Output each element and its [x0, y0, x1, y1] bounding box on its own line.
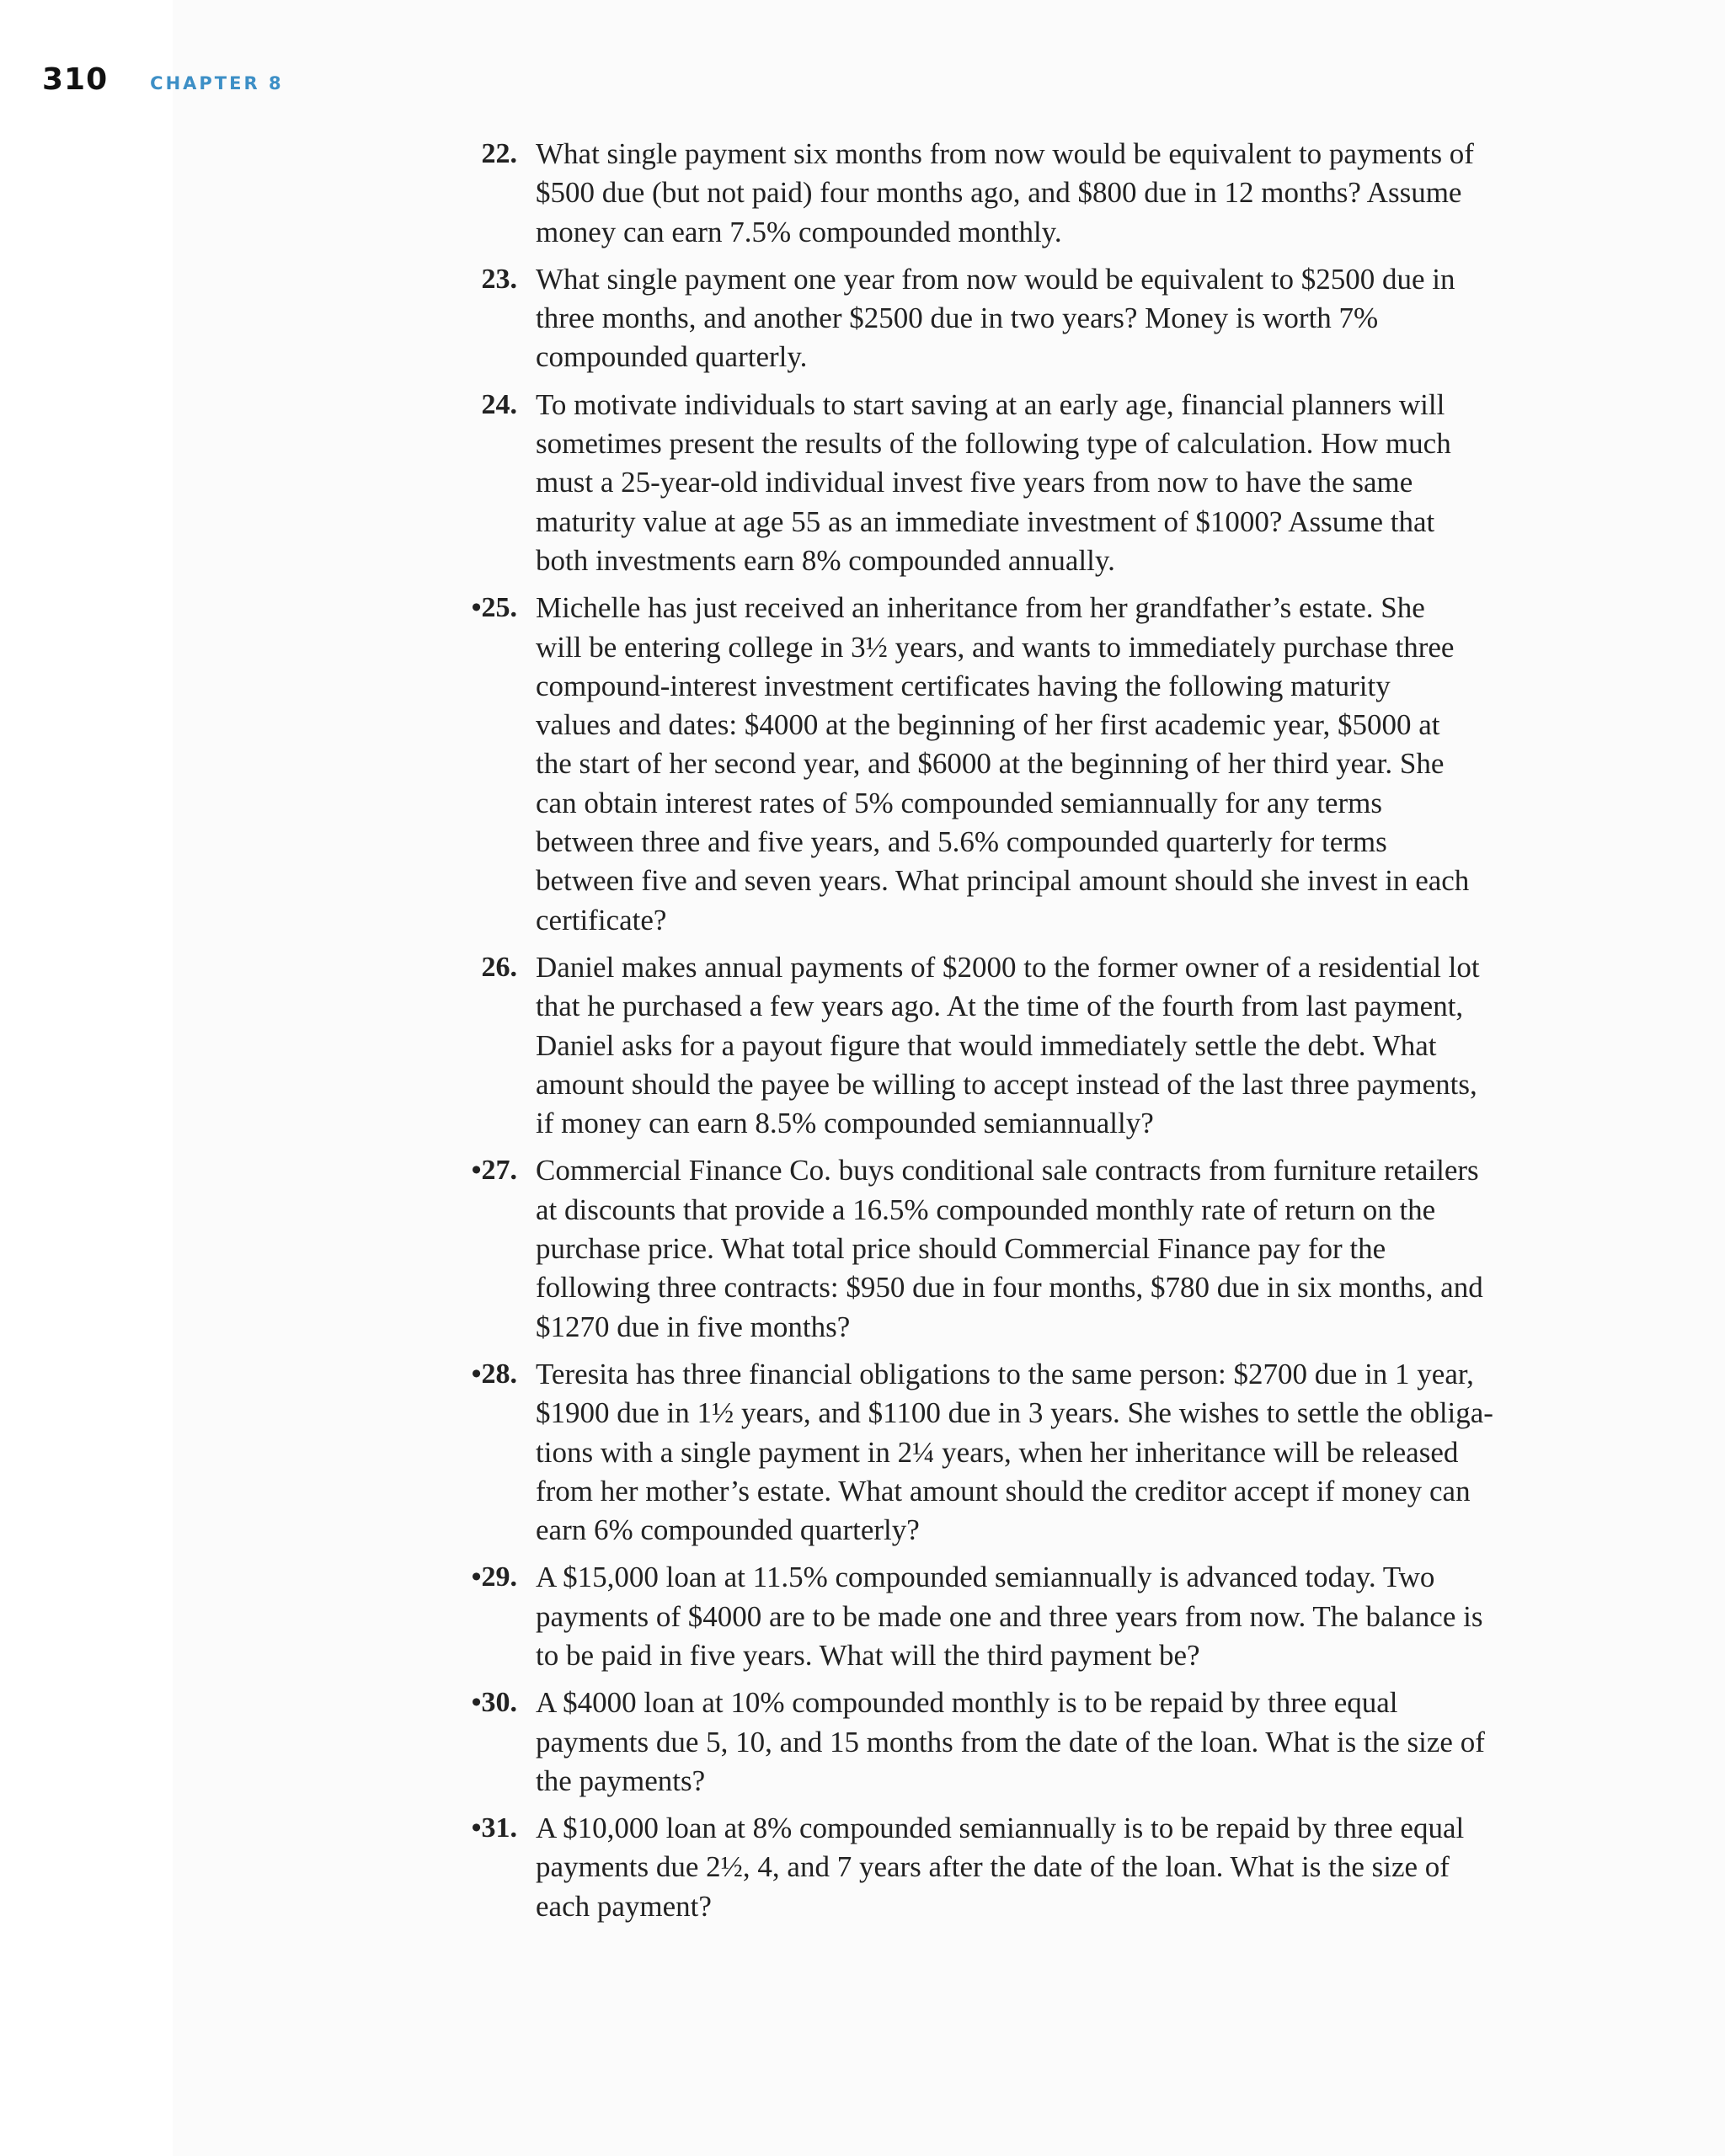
- problem-item: [455, 1809, 1550, 1926]
- problem-text-line: following three contracts: $950 due in four months, $780 due in six months, and: [536, 1271, 1483, 1305]
- problem-text-line: To motivate individuals to start saving at an early age, financial planners will: [536, 387, 1445, 421]
- problem-text: [536, 1355, 1550, 1550]
- problem-number: •30.: [471, 1687, 517, 1719]
- problem-text-line: earn 6% compounded quarterly?: [536, 1513, 920, 1547]
- problem-text-line: payments due 5, 10, and 15 months from the date of the loan. What is the size of: [536, 1725, 1485, 1758]
- problem-text-line: A $10,000 loan at 8% compounded semiannually is to be repaid by three equal: [536, 1812, 1465, 1845]
- chapter-label: CHAPTER 8: [150, 73, 284, 93]
- problem-text-line: What single payment six months from now would be equivalent to payments of: [536, 137, 1474, 170]
- problem-text-line: $1900 due in 1½ years, and $1100 due in 3 years. She wishes to settle the obliga-: [536, 1396, 1493, 1430]
- problem-text-line: three months, and another $2500 due in two years? Money is worth 7%: [536, 302, 1379, 335]
- problem-text-line: payments due 2½, 4, and 7 years after the date of the loan. What is the size of: [536, 1850, 1450, 1884]
- problem-text-line: can obtain interest rates of 5% compounded semiannually for any terms: [536, 786, 1382, 819]
- problem-text-line: What single payment one year from now would be equivalent to $2500 due in: [536, 262, 1455, 296]
- problem-item: [455, 386, 1550, 580]
- problem-text-line: maturity value at age 55 as an immediate investment of $1000? Assume that: [536, 504, 1435, 538]
- problem-text-line: Michelle has just received an inheritance from her grandfather’s estate. She: [536, 591, 1425, 625]
- problem-text-line: both investments earn 8% compounded annually.: [536, 543, 1115, 577]
- problem-text-line: A $15,000 loan at 11.5% compounded semiannually is advanced today. Two: [536, 1561, 1435, 1594]
- problem-text-line: compound-interest investment certificates having the following maturity: [536, 669, 1391, 702]
- problem-text-line: from her mother’s estate. What amount should the creditor accept if money can: [536, 1474, 1471, 1508]
- problem-number: •29.: [471, 1561, 517, 1593]
- problem-text-line: $1270 due in five months?: [536, 1310, 851, 1343]
- problem-text-line: purchase price. What total price should Commercial Finance pay for the: [536, 1232, 1386, 1266]
- problem-number: •25.: [471, 592, 517, 624]
- problem-item: [455, 135, 1550, 252]
- problem-text: [536, 1151, 1550, 1346]
- problem-text-line: if money can earn 8.5% compounded semiannually?: [536, 1107, 1154, 1140]
- problem-text-line: amount should the payee be willing to accept instead of the last three payments,: [536, 1067, 1477, 1101]
- problem-text-line: must a 25-year-old individual invest five years from now to have the same: [536, 466, 1413, 499]
- problem-text-line: the payments?: [536, 1764, 706, 1797]
- problem-number: 22.: [481, 138, 517, 169]
- problem-text: [536, 1809, 1550, 1926]
- problem-text-line: Daniel asks for a payout figure that would immediately settle the debt. What: [536, 1028, 1437, 1062]
- problem-number: •27.: [471, 1155, 517, 1187]
- problem-text-line: between three and five years, and 5.6% compounded quarterly for terms: [536, 825, 1387, 859]
- problem-text: [536, 260, 1550, 377]
- problem-item: [455, 589, 1550, 940]
- problem-text-line: compounded quarterly.: [536, 340, 808, 374]
- problem-text-line: the start of her second year, and $6000 at the beginning of her third year. She: [536, 747, 1445, 781]
- problem-text-line: values and dates: $4000 at the beginning of her first academic year, $5000 at: [536, 708, 1440, 742]
- problem-text-line: certificate?: [536, 903, 667, 937]
- problem-item: [455, 1558, 1550, 1675]
- problem-text: [536, 589, 1550, 940]
- problem-text-line: A $4000 loan at 10% compounded monthly is to be repaid by three equal: [536, 1686, 1398, 1720]
- problem-text-line: between five and seven years. What principal amount should she invest in each: [536, 864, 1470, 898]
- problem-text-line: Teresita has three financial obligations to the same person: $2700 due in 1 year,: [536, 1357, 1474, 1390]
- page-number: 310: [42, 62, 109, 97]
- problem-text-line: money can earn 7.5% compounded monthly.: [536, 215, 1062, 248]
- problem-text: [536, 386, 1550, 580]
- problem-text: [536, 135, 1550, 252]
- problem-item: [455, 948, 1550, 1143]
- problem-list: [455, 135, 1550, 1935]
- problem-number: •31.: [471, 1812, 517, 1844]
- problem-text: [536, 1558, 1550, 1675]
- problem-item: [455, 1684, 1550, 1801]
- problem-text: [536, 948, 1550, 1143]
- problem-item: [455, 260, 1550, 377]
- problem-number: 26.: [481, 951, 517, 983]
- problem-number: •28.: [471, 1358, 517, 1390]
- problem-text-line: $500 due (but not paid) four months ago, and $800 due in 12 months? Assume: [536, 176, 1462, 210]
- problem-item: [455, 1151, 1550, 1346]
- problem-text-line: at discounts that provide a 16.5% compounded monthly rate of return on the: [536, 1193, 1436, 1226]
- problem-text-line: that he purchased a few years ago. At the time of the fourth from last payment,: [536, 990, 1464, 1023]
- problem-text-line: each payment?: [536, 1889, 712, 1923]
- problem-text-line: tions with a single payment in 2¼ years, when her inheritance will be released: [536, 1435, 1459, 1469]
- problem-text-line: Commercial Finance Co. buys conditional sale contracts from furniture retailers: [536, 1154, 1479, 1187]
- problem-number: 24.: [481, 388, 517, 420]
- problem-text-line: to be paid in five years. What will the third payment be?: [536, 1638, 1200, 1672]
- problem-text-line: will be entering college in 3½ years, and wants to immediately purchase three: [536, 630, 1455, 664]
- problem-text-line: payments of $4000 are to be made one and three years from now. The balance is: [536, 1599, 1483, 1633]
- page-header: [42, 62, 284, 97]
- problem-text-line: sometimes present the results of the following type of calculation. How much: [536, 427, 1451, 461]
- problem-item: [455, 1355, 1550, 1550]
- problem-number: 23.: [481, 263, 517, 295]
- problem-text-line: Daniel makes annual payments of $2000 to the former owner of a residential lot: [536, 950, 1480, 984]
- problem-text: [536, 1684, 1550, 1801]
